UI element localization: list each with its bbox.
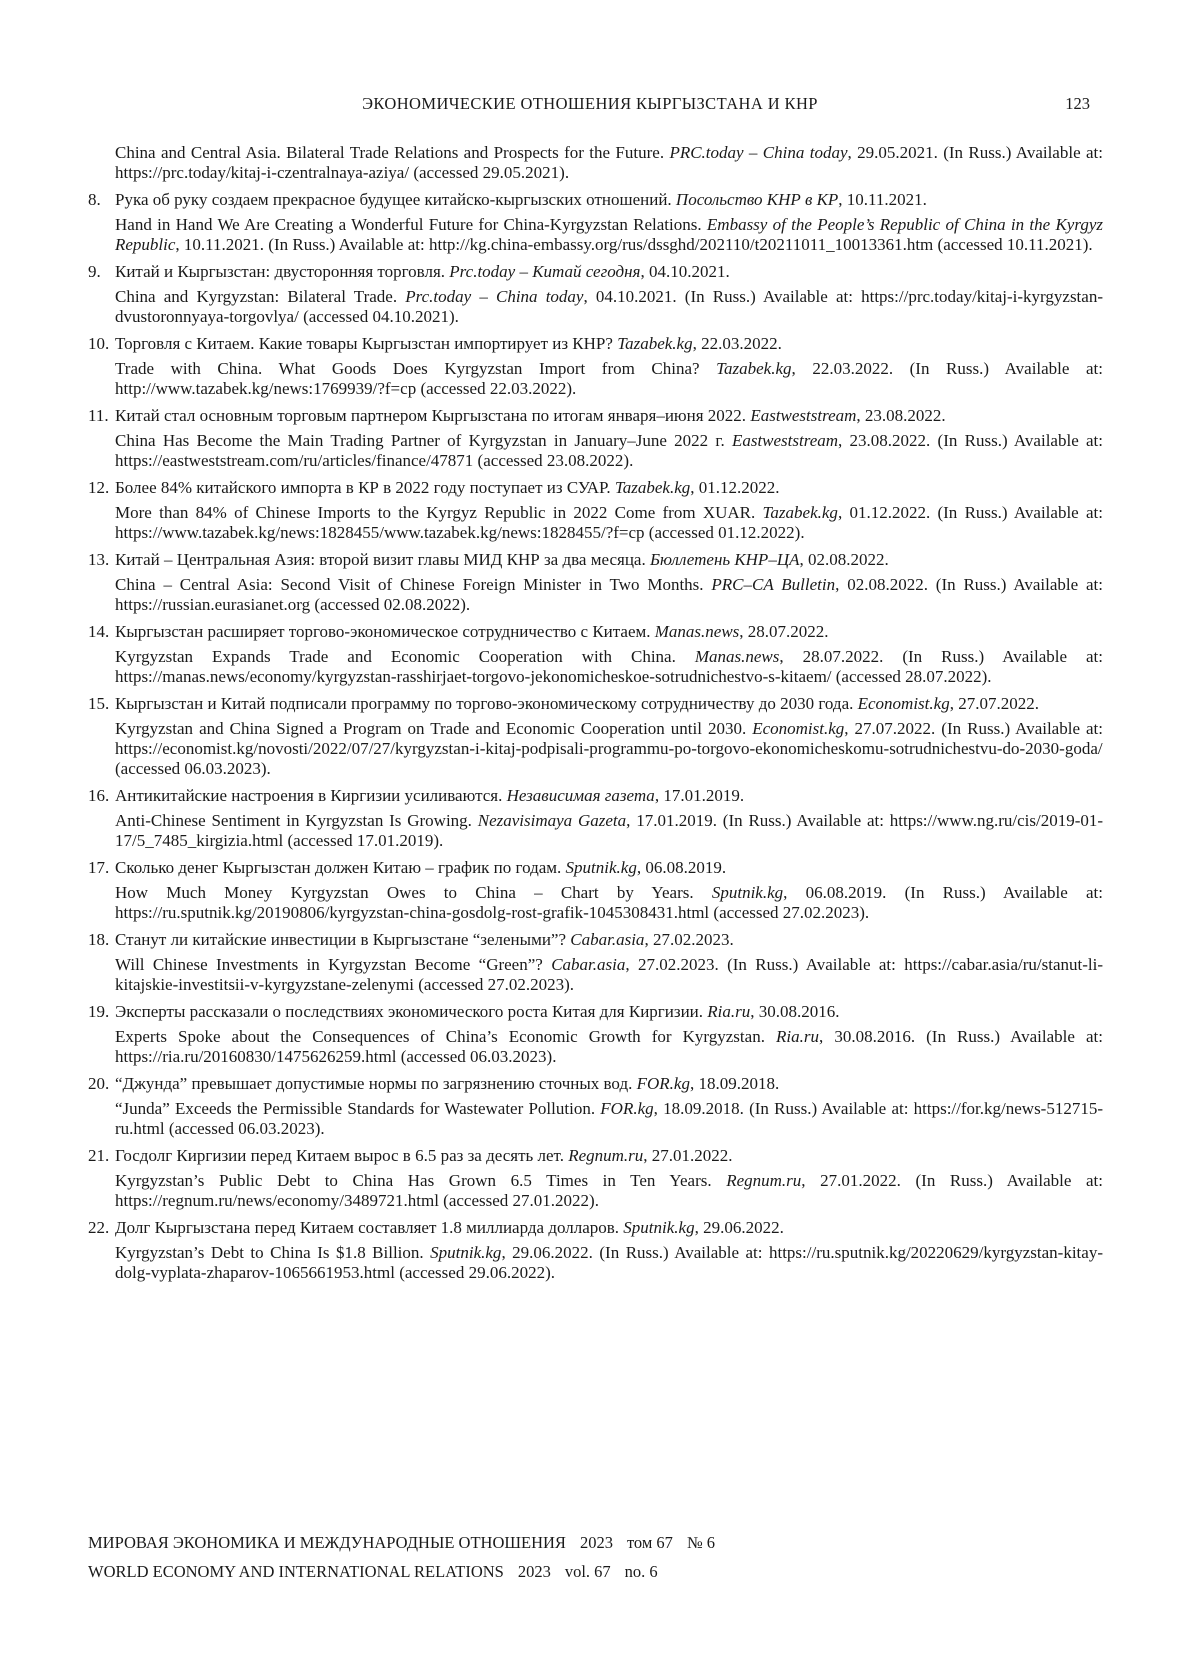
reference-title: Долг Кыргызстана перед Китаем составляет 1.8 миллиарда долларов. (115, 1218, 624, 1237)
reference-russian (115, 1146, 1103, 1166)
reference-title: Более 84% китайского импорта в КР в 2022 году поступает из СУАР. (115, 478, 615, 497)
reference-russian (115, 190, 1103, 210)
reference-item (88, 334, 1103, 399)
reference-details: , 28.07.2022. (In Russ.) Available at: https://manas.news/economy/kyrgyzstan-rasshirjaet-torgovo-jekonomicheskoe-sotrudnichestvo-s-kitaem/ (accessed 28.07.2022). (115, 647, 1103, 686)
reference-russian (115, 1074, 1103, 1094)
reference-details: , 02.08.2022. (799, 550, 889, 569)
reference-number: 18. (88, 930, 110, 949)
reference-english (115, 1027, 1103, 1067)
reference-number: 10. (88, 334, 110, 353)
reference-title: China and Central Asia. Bilateral Trade Relations and Prospects for the Future. (115, 143, 670, 162)
reference-source: Cabar.asia (570, 930, 645, 949)
reference-title: Торговля с Китаем. Какие товары Кыргызстан импортирует из КНР? (115, 334, 618, 353)
reference-english (115, 955, 1103, 995)
reference-russian (115, 1002, 1103, 1022)
footer-issue-ru: № 6 (686, 1533, 716, 1552)
reference-item (88, 1074, 1103, 1139)
reference-title: Hand in Hand We Are Creating a Wonderful Future for China-Kyrgyzstan Relations. (115, 215, 707, 234)
reference-source: Ria.ru (707, 1002, 751, 1021)
running-title: ЭКОНОМИЧЕСКИЕ ОТНОШЕНИЯ КЫРГЫЗСТАНА И КНР (362, 94, 818, 113)
reference-title: How Much Money Kyrgyzstan Owes to China – Chart by Years. (115, 883, 712, 902)
reference-source: Sputnik.kg (565, 858, 637, 877)
reference-details: , 22.03.2022. (In Russ.) Available at: http://www.tazabek.kg/news:1769939/?f=cp (accessed 22.03.2022). (115, 359, 1104, 398)
reference-details: , 06.08.2019. (In Russ.) Available at: https://ru.sputnik.kg/20190806/kyrgyzstan-china-gosdolg-rost-grafik-1045308431.html (accessed 27.02.2023). (115, 883, 1103, 922)
reference-source: Manas.news (694, 647, 780, 666)
reference-source: Economist.kg (857, 694, 950, 713)
reference-item (88, 406, 1103, 471)
footer-journal-ru: МИРОВАЯ ЭКОНОМИКА И МЕЖДУНАРОДНЫЕ ОТНОШЕНИЯ (88, 1533, 566, 1552)
reference-title: Experts Spoke about the Consequences of China’s Economic Growth for Kyrgyzstan. (115, 1027, 777, 1046)
reference-item (88, 786, 1103, 851)
reference-source: Manas.news (654, 622, 740, 641)
reference-english (115, 811, 1103, 851)
reference-details: , 28.07.2022. (739, 622, 829, 641)
reference-title: China – Central Asia: Second Visit of Chinese Foreign Minister in Two Months. (115, 575, 712, 594)
reference-details: , 04.10.2021. (In Russ.) Available at: https://prc.today/kitaj-i-kyrgyzstan-dvustoronnyaya-torgovlya/ (accessed 04.10.2021). (115, 287, 1103, 326)
reference-source: Ria.ru (776, 1027, 819, 1046)
reference-english (115, 287, 1103, 327)
reference-details: , 01.12.2022. (In Russ.) Available at: https://www.tazabek.kg/news:1828455/www.tazabek.kg/news:1828455/?f=cp (accessed 01.12.2022). (115, 503, 1103, 542)
reference-title: China Has Become the Main Trading Partner of Kyrgyzstan in January–June 2022 г. (115, 431, 732, 450)
reference-english (115, 359, 1103, 399)
reference-source: FOR.kg (636, 1074, 690, 1093)
reference-russian (115, 550, 1103, 570)
reference-title: Сколько денег Кыргызстан должен Китаю – график по годам. (115, 858, 566, 877)
footer-volume-en: vol. 67 (564, 1562, 611, 1581)
reference-details: , 23.08.2022. (In Russ.) Available at: https://eastweststream.com/ru/articles/finance/47871 (accessed 23.08.2022). (115, 431, 1103, 470)
reference-source: PRC.today – China today (669, 143, 848, 162)
reference-details: , 18.09.2018. (689, 1074, 780, 1093)
reference-english (115, 431, 1103, 471)
running-head (90, 94, 1090, 118)
reference-russian (115, 1218, 1103, 1238)
reference-title: Kyrgyzstan’s Public Debt to China Has Grown 6.5 Times in Ten Years. (115, 1171, 727, 1190)
reference-details: , 29.05.2021. (In Russ.) Available at: https://prc.today/kitaj-i-czentralnaya-aziya/ (accessed 29.05.2021). (115, 143, 1103, 182)
reference-english (115, 1099, 1103, 1139)
page-number: 123 (1065, 94, 1090, 113)
reference-source: Cabar.asia (551, 955, 626, 974)
reference-number: 11. (88, 406, 109, 425)
reference-details: , 30.08.2016. (In Russ.) Available at: https://ria.ru/20160830/1475626259.html (accessed 06.03.2023). (115, 1027, 1103, 1066)
reference-english (115, 215, 1103, 255)
reference-source: Regnum.ru (568, 1146, 644, 1165)
reference-english (115, 719, 1103, 779)
reference-russian (115, 786, 1103, 806)
reference-russian (115, 478, 1103, 498)
reference-details: , 27.07.2022. (In Russ.) Available at: https://economist.kg/novosti/2022/07/27/kyrgyzstan-i-kitaj-podpisali-programmu-po-torgovo-ekonomicheskomu-sotrudnichestvu-do-2030-goda/ (accessed 06.03.2023). (115, 719, 1103, 778)
reference-title: Кыргызстан расширяет торгово-экономическое сотрудничество с Китаем. (115, 622, 655, 641)
footer-line-en (88, 1557, 1103, 1586)
reference-number: 8. (88, 190, 101, 209)
reference-details: , 17.01.2019. (In Russ.) Available at: https://www.ng.ru/cis/2019-01-17/5_7485_kirgizia.html (accessed 17.01.2019). (115, 811, 1104, 850)
reference-details: , 29.06.2022. (694, 1218, 784, 1237)
reference-russian (115, 694, 1103, 714)
journal-footer (88, 1528, 1103, 1586)
reference-russian (115, 930, 1103, 950)
reference-source: Prc.today – Китай сегодня (449, 262, 641, 281)
reference-number: 14. (88, 622, 110, 641)
reference-details: , 27.07.2022. (949, 694, 1039, 713)
reference-russian (115, 334, 1103, 354)
reference-item (88, 1218, 1103, 1283)
reference-title: Kyrgyzstan’s Debt to China Is $1.8 Billion. (115, 1243, 431, 1262)
reference-title: Китай – Центральная Азия: второй визит главы МИД КНР за два месяца. (115, 550, 650, 569)
reference-english (115, 503, 1103, 543)
reference-item (88, 694, 1103, 779)
reference-item (88, 1146, 1103, 1211)
reference-item (88, 1002, 1103, 1067)
reference-item (88, 550, 1103, 615)
reference-source: Sputnik.kg (623, 1218, 695, 1237)
reference-source: Prc.today – China today (405, 287, 584, 306)
reference-details: , 27.02.2023. (644, 930, 734, 949)
reference-details: , 22.03.2022. (692, 334, 782, 353)
reference-number: 16. (88, 786, 110, 805)
reference-number: 15. (88, 694, 110, 713)
reference-english (115, 883, 1103, 923)
reference-title: More than 84% of Chinese Imports to the Kyrgyz Republic in 2022 Come from XUAR. (115, 503, 763, 522)
reference-item (88, 262, 1103, 327)
reference-title: Trade with China. What Goods Does Kyrgyzstan Import from China? (115, 359, 717, 378)
reference-title: Эксперты рассказали о последствиях экономического роста Китая для Киргизии. (115, 1002, 708, 1021)
reference-source: PRC–CA Bulletin (711, 575, 836, 594)
reference-source: Бюллетень КНР–ЦА (649, 550, 800, 569)
reference-source: Tazabek.kg (716, 359, 792, 378)
footer-journal-en: WORLD ECONOMY AND INTERNATIONAL RELATIONS (88, 1562, 504, 1581)
reference-title: Китай и Кыргызстан: двусторонняя торговля. (115, 262, 450, 281)
reference-title: Kyrgyzstan Expands Trade and Economic Cooperation with China. (115, 647, 695, 666)
reference-details: , 17.01.2019. (654, 786, 745, 805)
reference-details: , 06.08.2019. (636, 858, 727, 877)
reference-source: Eastweststream (750, 406, 857, 425)
reference-details: , 29.06.2022. (In Russ.) Available at: https://ru.sputnik.kg/20220629/kyrgyzstan-kitay-dolg-vyplata-zhaparov-1065661953.html (accessed 29.06.2022). (115, 1243, 1103, 1282)
reference-russian (115, 262, 1103, 282)
reference-continuation (88, 143, 1103, 183)
reference-source: Tazabek.kg (617, 334, 693, 353)
reference-title: “Junda” Exceeds the Permissible Standards for Wastewater Pollution. (115, 1099, 601, 1118)
reference-details: , 23.08.2022. (856, 406, 946, 425)
footer-issue-en: no. 6 (624, 1562, 658, 1581)
reference-number: 21. (88, 1146, 110, 1165)
reference-title: “Джунда” превышает допустимые нормы по загрязнению сточных вод. (115, 1074, 637, 1093)
reference-source: Embassy of the People’s Republic of China in the Kyrgyz Republic (115, 215, 1103, 254)
reference-russian (115, 622, 1103, 642)
reference-number: 17. (88, 858, 110, 877)
reference-details: , 18.09.2018. (In Russ.) Available at: https://for.kg/news-512715-ru.html (accessed 06.03.2023). (115, 1099, 1104, 1138)
reference-source: FOR.kg (600, 1099, 654, 1118)
reference-english (115, 647, 1103, 687)
footer-line-ru (88, 1528, 1103, 1557)
reference-english (115, 1243, 1103, 1283)
reference-source: Eastweststream (731, 431, 839, 450)
reference-details: , 04.10.2021. (640, 262, 730, 281)
reference-title: Рука об руку создаем прекрасное будущее китайско-кыргызских отношений. (115, 190, 676, 209)
reference-details: , 27.01.2022. (In Russ.) Available at: https://regnum.ru/news/economy/3489721.html (accessed 27.01.2022). (115, 1171, 1103, 1210)
reference-source: Sputnik.kg (430, 1243, 502, 1262)
footer-year-en: 2023 (517, 1562, 551, 1581)
reference-item (88, 858, 1103, 923)
reference-item (88, 930, 1103, 995)
reference-source: Nezavisimaya Gazeta (477, 811, 627, 830)
reference-title: Китай стал основным торговым партнером Кыргызстана по итогам января–июня 2022. (115, 406, 751, 425)
reference-title: Госдолг Киргизии перед Китаем вырос в 6.5 раз за десять лет. (115, 1146, 569, 1165)
reference-details: , 10.11.2021. (838, 190, 927, 209)
reference-details: , 02.08.2022. (In Russ.) Available at: https://russian.eurasianet.org (accessed 02.08.2022). (115, 575, 1103, 614)
reference-source: Tazabek.kg (614, 478, 691, 497)
reference-details: , 27.01.2022. (643, 1146, 733, 1165)
reference-number: 19. (88, 1002, 110, 1021)
footer-volume-ru: том 67 (626, 1533, 673, 1552)
reference-number: 9. (88, 262, 101, 281)
reference-russian (115, 858, 1103, 878)
reference-source: Tazabek.kg (762, 503, 838, 522)
reference-details: , 27.02.2023. (In Russ.) Available at: https://cabar.asia/ru/stanut-li-kitajskie-investitsii-v-kyrgyzstane-zelenymi (accessed 27.02.2023). (115, 955, 1103, 994)
footer-year-ru: 2023 (579, 1533, 613, 1552)
reference-title: Kyrgyzstan and China Signed a Program on Trade and Economic Cooperation until 2030. (115, 719, 753, 738)
reference-title: Станут ли китайские инвестиции в Кыргызстане “зелеными”? (115, 930, 571, 949)
reference-details: , 01.12.2022. (690, 478, 780, 497)
reference-source: Независимая газета (506, 786, 655, 805)
reference-english (115, 1171, 1103, 1211)
reference-list (88, 143, 1103, 1290)
reference-title: Антикитайские настроения в Киргизии усиливаются. (115, 786, 507, 805)
reference-number: 13. (88, 550, 110, 569)
reference-source: Regnum.ru (726, 1171, 802, 1190)
reference-english (115, 575, 1103, 615)
reference-russian (115, 406, 1103, 426)
reference-number: 20. (88, 1074, 110, 1093)
reference-source: Посольство КНР в КР (675, 190, 839, 209)
reference-title: Кыргызстан и Китай подписали программу по торгово-экономическому сотрудничеству до 2030 года. (115, 694, 858, 713)
reference-title: China and Kyrgyzstan: Bilateral Trade. (115, 287, 406, 306)
reference-item (88, 190, 1103, 255)
reference-source: Economist.kg (752, 719, 845, 738)
reference-title: Anti-Chinese Sentiment in Kyrgyzstan Is Growing. (115, 811, 478, 830)
reference-title: Will Chinese Investments in Kyrgyzstan Become “Green”? (115, 955, 552, 974)
reference-details: , 30.08.2016. (750, 1002, 840, 1021)
reference-item (88, 478, 1103, 543)
reference-number: 22. (88, 1218, 110, 1237)
reference-details: , 10.11.2021. (In Russ.) Available at: http://kg.china-embassy.org/rus/dssghd/202110/t20211011_10013361.htm (accessed 10.11.2021). (175, 235, 1093, 254)
reference-item (88, 622, 1103, 687)
reference-number: 12. (88, 478, 110, 497)
reference-source: Sputnik.kg (711, 883, 784, 902)
